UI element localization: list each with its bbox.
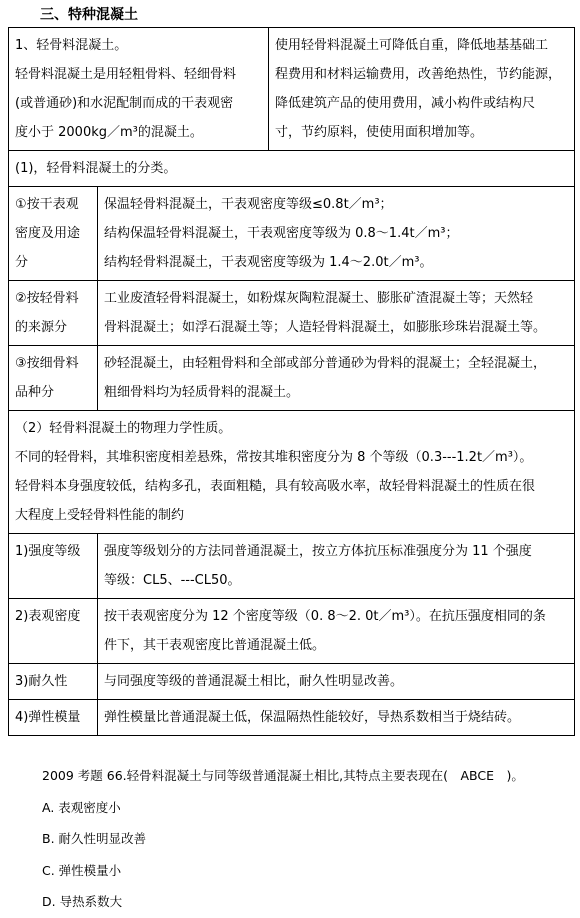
- content-line: 骨料混凝土；如浮石混凝土等；人造轻骨料混凝土，如膨胀珍珠岩混凝土等。: [104, 320, 547, 335]
- classification-label: [9, 281, 98, 346]
- intro-right-cell: [269, 28, 575, 151]
- intro-right-line: 寸，节约原料，使使用面积增加等。: [275, 125, 484, 140]
- classification-label: [9, 346, 98, 411]
- property-content: [98, 534, 575, 599]
- classification-row: [9, 281, 575, 346]
- exam-question: 2009 考题 66.轻骨料混凝土与同等级普通混凝土相比,其特点主要表现在( ABCE )。: [42, 768, 524, 783]
- property-content: 弹性模量比普通混凝土低，保温隔热性能较好，导热系数相当于烧结砖。: [98, 700, 575, 736]
- properties-para-line: 大程度上受轻骨料性能的制约: [15, 508, 185, 523]
- property-content: [98, 599, 575, 664]
- intro-row: [9, 28, 575, 151]
- classification-row: [9, 187, 575, 281]
- classification-content: [98, 281, 575, 346]
- content-line: 工业废渣轻骨料混凝土，如粉煤灰陶粒混凝土、膨胀矿渣混凝土等；天然轻: [104, 291, 534, 306]
- properties-para-line: 不同的轻骨料，其堆积密度相差悬殊，常按其堆积密度分为 8 个等级（0.3---1.2t／m³）。: [15, 450, 533, 465]
- classification-row: [9, 346, 575, 411]
- exam-option: B. 耐久性明显改善: [42, 831, 147, 846]
- content-line: 件下，其干表观密度比普通混凝土低。: [104, 638, 326, 653]
- intro-right-line: 降低建筑产品的使用费用，减小构件或结构尺: [275, 96, 536, 111]
- content-line: 按干表观密度分为 12 个密度等级（0. 8～2. 0t／m³）。在抗压强度相同的条: [104, 609, 546, 624]
- content-line: 砂轻混凝土，由轻粗骨料和全部或部分普通砂为骨料的混凝土；全轻混凝土，: [104, 356, 547, 371]
- property-row: [9, 700, 575, 736]
- intro-left-line: 轻骨料混凝土是用轻粗骨料、轻细骨料: [15, 67, 237, 82]
- label-line: 的来源分: [15, 320, 68, 335]
- properties-title: （2）轻骨料混凝土的物理力学性质。: [15, 421, 232, 436]
- content-line: 结构保温轻骨料混凝土，干表观密度等级为 0.8～1.4t／m³；: [104, 226, 459, 241]
- properties-intro: [9, 411, 575, 534]
- intro-left-line: (或普通砂)和水泥配制而成的干表观密: [15, 96, 234, 111]
- property-row: [9, 599, 575, 664]
- intro-left-cell: [9, 28, 269, 151]
- exam-option: D. 导热系数大: [42, 894, 123, 909]
- content-table: [8, 27, 575, 736]
- properties-para-line: 轻骨料本身强度较低，结构多孔，表面粗糙，具有较高吸水率，故轻骨料混凝土的性质在很: [15, 479, 536, 494]
- property-label: 1)强度等级: [9, 534, 98, 599]
- exam-option: A. 表观密度小: [42, 799, 121, 815]
- intro-left-line: 度小于 2000kg／m³的混凝土。: [15, 125, 203, 140]
- property-row: [9, 664, 575, 700]
- intro-right-line: 使用轻骨料混凝土可降低自重，降低地基基础工: [275, 38, 549, 53]
- classification-content: [98, 346, 575, 411]
- intro-right-line: 程费用和材料运输费用，改善绝热性，节约能源，: [275, 67, 562, 82]
- content-line: 粗细骨料均为轻质骨料的混凝土。: [104, 385, 300, 400]
- label-line: 密度及用途: [15, 226, 81, 241]
- property-content: 与同强度等级的普通混凝土相比，耐久性明显改善。: [98, 664, 575, 700]
- exam-question-block: [42, 760, 524, 918]
- exam-option: C. 弹性模量小: [42, 862, 122, 878]
- content-line: 保温轻骨料混凝土，干表观密度等级≤0.8t／m³；: [104, 197, 393, 212]
- label-line: 分: [15, 255, 29, 270]
- property-row: [9, 534, 575, 599]
- content-line: 强度等级划分的方法同普通混凝土，按立方体抗压标准强度分为 11 个强度: [104, 544, 532, 559]
- property-label: 3)耐久性: [9, 664, 98, 700]
- content-line: 等级：CL5、---CL50。: [104, 573, 241, 588]
- classification-title: (1)，轻骨料混凝土的分类。: [9, 151, 575, 187]
- label-line: ①按干表观: [15, 197, 79, 212]
- property-label: 4)弹性模量: [9, 700, 98, 736]
- classification-title-row: [9, 151, 575, 187]
- label-line: ②按轻骨料: [15, 291, 79, 306]
- section-title: 三、特种混凝土: [40, 7, 138, 23]
- content-line: 结构轻骨料混凝土，干表观密度等级为 1.4～2.0t／m³。: [104, 255, 433, 270]
- classification-label: [9, 187, 98, 281]
- classification-content: [98, 187, 575, 281]
- intro-left-line: 1、轻骨料混凝土。: [15, 38, 128, 53]
- properties-intro-row: [9, 411, 575, 534]
- label-line: 品种分: [15, 385, 55, 400]
- label-line: ③按细骨料: [15, 356, 79, 371]
- property-label: 2)表观密度: [9, 599, 98, 664]
